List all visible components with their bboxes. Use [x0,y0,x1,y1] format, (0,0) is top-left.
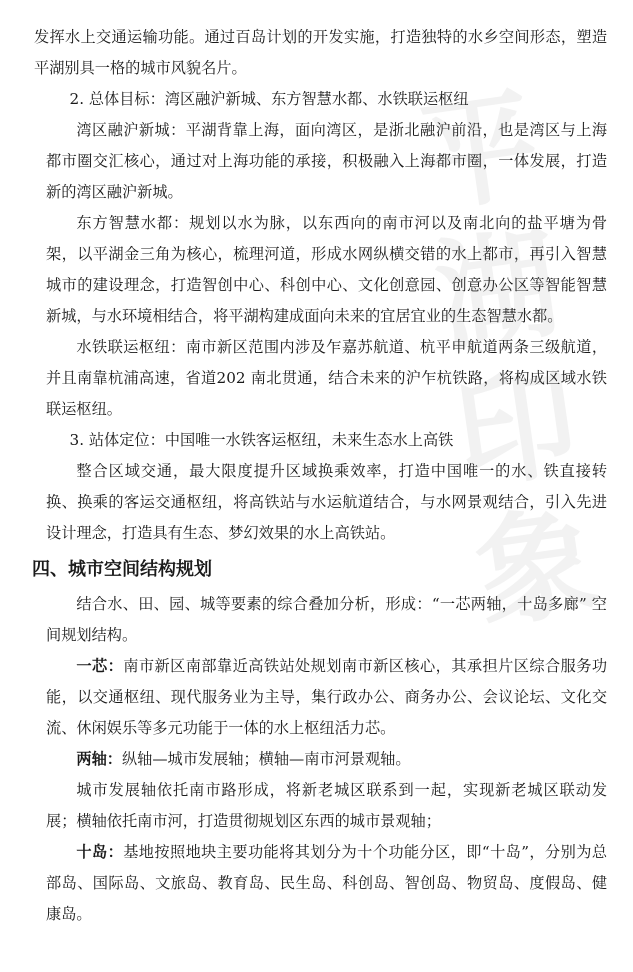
paragraph-development-axis: 城市发展轴依托南市路形成，将新老城区联系到一起，实现新老城区联动发展；横轴依托南市河，打造贯彻规划区东西的城市景观轴； [46,781,607,830]
paragraph-one-core [46,651,607,744]
section-heading-spatial-structure: 四、城市空间结构规划 [32,559,212,580]
one-core-label: 一芯： [76,657,124,675]
ten-islands-text: 基地按照地块主要功能将其划分为十个功能分区，即“十岛”，分别为总部岛、国际岛、文旅岛、教育岛、民生岛、科创岛、智创岛、物贸岛、度假岛、健康岛。 [46,843,608,923]
paragraph-two-axes [46,744,607,775]
two-axes-label: 两轴： [76,750,122,768]
paragraph-bay-area-new-city: 湾区融沪新城：平湖背靠上海，面向湾区，是浙北融沪前沿，也是湾区与上海都市圈交汇核心，通过对上海功能的承接，积极融入上海都市圈，一体发展，打造新的湾区融沪新城。 [46,121,607,201]
ten-islands-label: 十岛： [76,843,124,861]
watermark: 平湖印象 [408,75,606,647]
paragraph-station-positioning: 3. 站体定位：中国唯一水铁客运枢纽，未来生态水上高铁 [69,431,454,449]
two-axes-text: 纵轴—城市发展轴；横轴—南市河景观轴。 [121,750,411,768]
paragraph-smart-water-capital: 东方智慧水都：规划以水为脉，以东西向的南市河以及南北向的盐平塘为骨架，以平湖金三角为核心，梳理河道，形成水网纵横交错的水上都市，再引入智慧城市的建设理念，打造智创中心、科创中心、文化创意园、创意办公区等智能智慧新城，与水环境相结合，将平湖构建成面向未来的宜居宜业的生态智慧水都。 [46,214,607,325]
paragraph-structure-summary: 结合水、田、园、城等要素的综合叠加分析，形成：“一芯两轴，十岛多廊” 空间规划结构。 [46,595,607,644]
paragraph-water-rail-hub: 水铁联运枢纽：南市新区范围内涉及乍嘉苏航道、杭平申航道两条三级航道，并且南靠杭浦高速，省道202 南北贯通，结合未来的沪乍杭铁路，将构成区域水铁联运枢纽。 [46,338,607,418]
paragraph-overall-goal: 2. 总体目标：湾区融沪新城、东方智慧水都、水铁联运枢纽 [69,90,469,108]
paragraph-water-transport: 发挥水上交通运输功能。通过百岛计划的开发实施，打造独特的水乡空间形态，塑造平湖别具一格的城市风貌名片。 [34,28,607,77]
one-core-text: 南市新区南部靠近高铁站处规划南市新区核心，其承担片区综合服务功能，以交通枢纽、现代服务业为主导，集行政办公、商务办公、会议论坛、文化交流、休闲娱乐等多元功能于一体的水上枢纽活力芯。 [46,657,608,737]
paragraph-regional-transport: 整合区域交通，最大限度提升区域换乘效率，打造中国唯一的水、铁直接转换、换乘的客运交通枢纽，将高铁站与水运航道结合，与水网景观结合，引入先进设计理念，打造具有生态、梦幻效果的水上高铁站。 [46,462,607,542]
paragraph-ten-islands [46,837,607,930]
